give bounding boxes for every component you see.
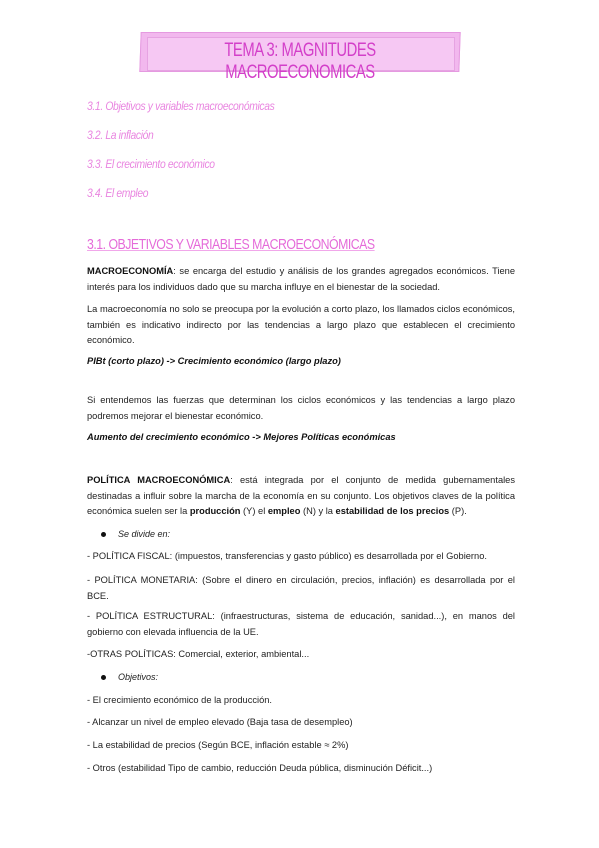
politica-term: POLÍTICA MACROECONÓMICA (87, 475, 231, 485)
bullet-dot-icon (101, 675, 106, 680)
toc-item[interactable]: 3.4. El empleo (87, 186, 149, 200)
objetivo-item: - La estabilidad de precios (Según BCE, inflación estable ≈ 2%) (87, 740, 349, 750)
bullet-divide (101, 529, 170, 539)
produccion-term: producción (189, 506, 241, 516)
emphasis-line-crecimiento: Aumento del crecimiento económico -> Mejores Políticas económicas (87, 432, 396, 442)
section-heading: 3.1. OBJETIVOS Y VARIABLES MACROECONÓMICAS (87, 236, 375, 253)
politica-item: - POLÍTICA MONETARIA: (Sobre el dinero en circulación, precios, inflación) es desarrollada por el BCE. (87, 575, 515, 601)
politica-item: - POLÍTICA FISCAL: (impuestos, transferencias y gasto público) es desarrollada por el Gobierno. (87, 551, 487, 561)
macroeconomia-definition (87, 264, 515, 295)
empleo-term: empleo (267, 506, 301, 516)
politica-item: - POLÍTICA ESTRUCTURAL: (infraestructuras, sistema de educación, sanidad...), en manos del gobierno con elevada influencia de la UE. (87, 611, 515, 637)
politica-item: -OTRAS POLÍTICAS: Comercial, exterior, ambiental... (87, 649, 310, 659)
title-banner (0, 28, 599, 83)
toc-item[interactable]: 3.3. El crecimiento económico (87, 157, 215, 171)
paragraph-corto-plazo: La macroeconomía no solo se preocupa por la evolución a corto plazo, los llamados ciclos económicos, también es indicativo indirecto por las tendencias a largo plazo que establecen el crecimiento económico. (87, 304, 515, 345)
bullet-label: Se divide en: (118, 529, 171, 539)
politica-text: (P). (449, 506, 467, 516)
table-of-contents (87, 96, 305, 212)
estabilidad-term: estabilidad de los precios (335, 506, 450, 516)
emphasis-line-pib: PIBt (corto plazo) -> Crecimiento económico (largo plazo) (87, 356, 341, 366)
objetivo-item: - El crecimiento económico de la producción. (87, 695, 272, 705)
macroeconomia-term: MACROECONOMÍA (87, 266, 174, 276)
politica-text: (N) y la (300, 506, 336, 516)
objetivo-item: - Otros (estabilidad Tipo de cambio, reducción Deuda pública, disminución Déficit...) (87, 763, 433, 773)
toc-item[interactable]: 3.2. La inflación (87, 128, 154, 142)
macroeconomia-text: : se encarga del estudio y análisis de los grandes agregados económicos. Tiene interés para los individuos dado que su marcha influye en el bienestar de la sociedad. (87, 266, 515, 292)
page-title: TEMA 3: MAGNITUDES MACROECONOMICAS (224, 40, 376, 83)
toc-item[interactable]: 3.1. Objetivos y variables macroeconómicas (87, 99, 275, 113)
politica-text: : está integrada por el conjunto de medida gubernamentales destinadas a influir sobre la marcha de la economía en su conjunto. Los objetivos claves de la política económica suelen ser la (87, 475, 515, 516)
bullet-dot-icon (101, 532, 106, 537)
bullet-objetivos (101, 672, 158, 682)
objetivo-item: - Alcanzar un nivel de empleo elevado (Baja tasa de desempleo) (87, 717, 353, 727)
paragraph-fuerzas: Si entendemos las fuerzas que determinan los ciclos económicos y las tendencias a largo plazo podremos mejorar el bienestar económico. (87, 395, 515, 421)
politica-macroeconomica-definition (87, 473, 515, 520)
politica-text: (Y) el (240, 506, 268, 516)
bullet-label: Objetivos: (118, 672, 159, 682)
